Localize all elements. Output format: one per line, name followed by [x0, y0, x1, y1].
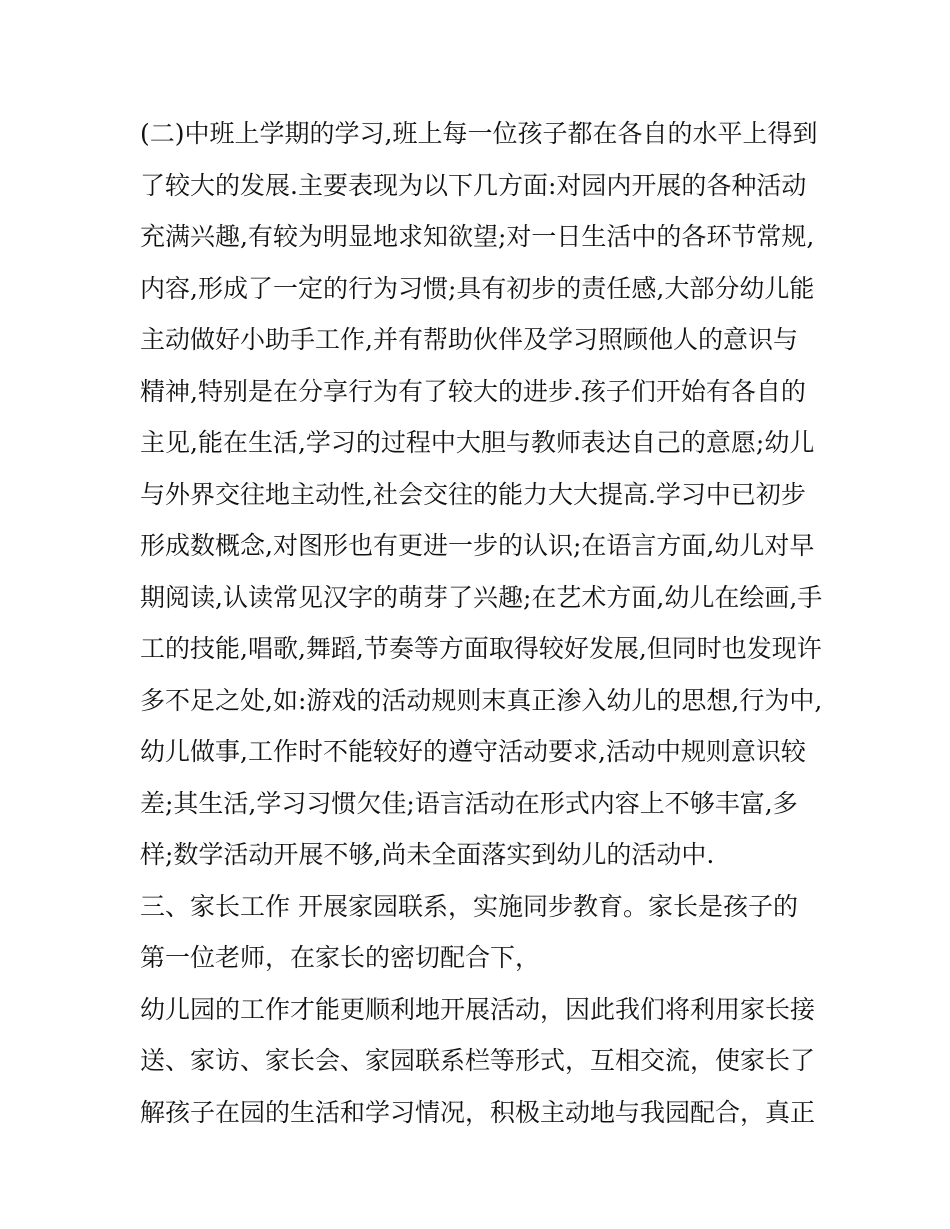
text-line: 差;其生活,学习习惯欠佳;语言活动在形式内容上不够丰富,多 [140, 788, 798, 818]
text-line: 精神,特别是在分享行为有了较大的进步.孩子们开始有各自的 [140, 376, 806, 406]
text-line: 多不足之处,如:游戏的活动规则末真正渗入幼儿的思想,行为中, [140, 685, 823, 715]
text-line: 工的技能,唱歌,舞蹈,节奏等方面取得较好发展,但同时也发现许 [140, 634, 822, 663]
section-heading-line: 三、家长工作 开展家园联系，实施同步教育。家长是孩子的 [140, 891, 798, 921]
text-line: 样;数学活动开展不够,尚未全面落实到幼儿的活动中. [140, 840, 715, 869]
text-line: 充满兴趣,有较为明显地求知欲望;对一日生活中的各环节常规, [140, 222, 815, 251]
text-line: 送、家访、家长会、家园联系栏等形式，互相交流，使家长了 [140, 1046, 816, 1075]
text-line: 与外界交往地主动性,社会交往的能力大大提高.学习中已初步 [140, 479, 806, 509]
text-line: 了较大的发展.主要表现为以下几方面:对园内开展的各种活动 [140, 170, 807, 200]
text-line: 形成数概念,对图形也有更进一步的认识;在语言方面,幼儿对早 [140, 531, 815, 560]
text-line: 期阅读,认读常见汉字的萌芽了兴趣;在艺术方面,幼儿在绘画,手 [140, 582, 823, 612]
text-line: 幼儿做事,工作时不能较好的遵守活动要求,活动中规则意识较 [140, 737, 806, 766]
text-line: (二)中班上学期的学习,班上每一位孩子都在各自的水平上得到 [140, 119, 818, 148]
text-line: 解孩子在园的生活和学习情况，积极主动地与我园配合，真正 [140, 1097, 816, 1127]
text-line: 主见,能在生活,学习的过程中大胆与教师表达自己的意愿;幼儿 [140, 428, 815, 457]
text-line: 第一位老师，在家长的密切配合下， [140, 943, 541, 972]
body-text [140, 108, 830, 1138]
text-line: 内容,形成了一定的行为习惯;具有初步的责任感,大部分幼儿能 [140, 273, 815, 303]
text-line: 主动做好小助手工作,并有帮助伙伴及学习照顾他人的意识与 [140, 325, 798, 354]
text-line: 幼儿园的工作才能更顺利地开展活动，因此我们将利用家长接 [140, 994, 816, 1024]
